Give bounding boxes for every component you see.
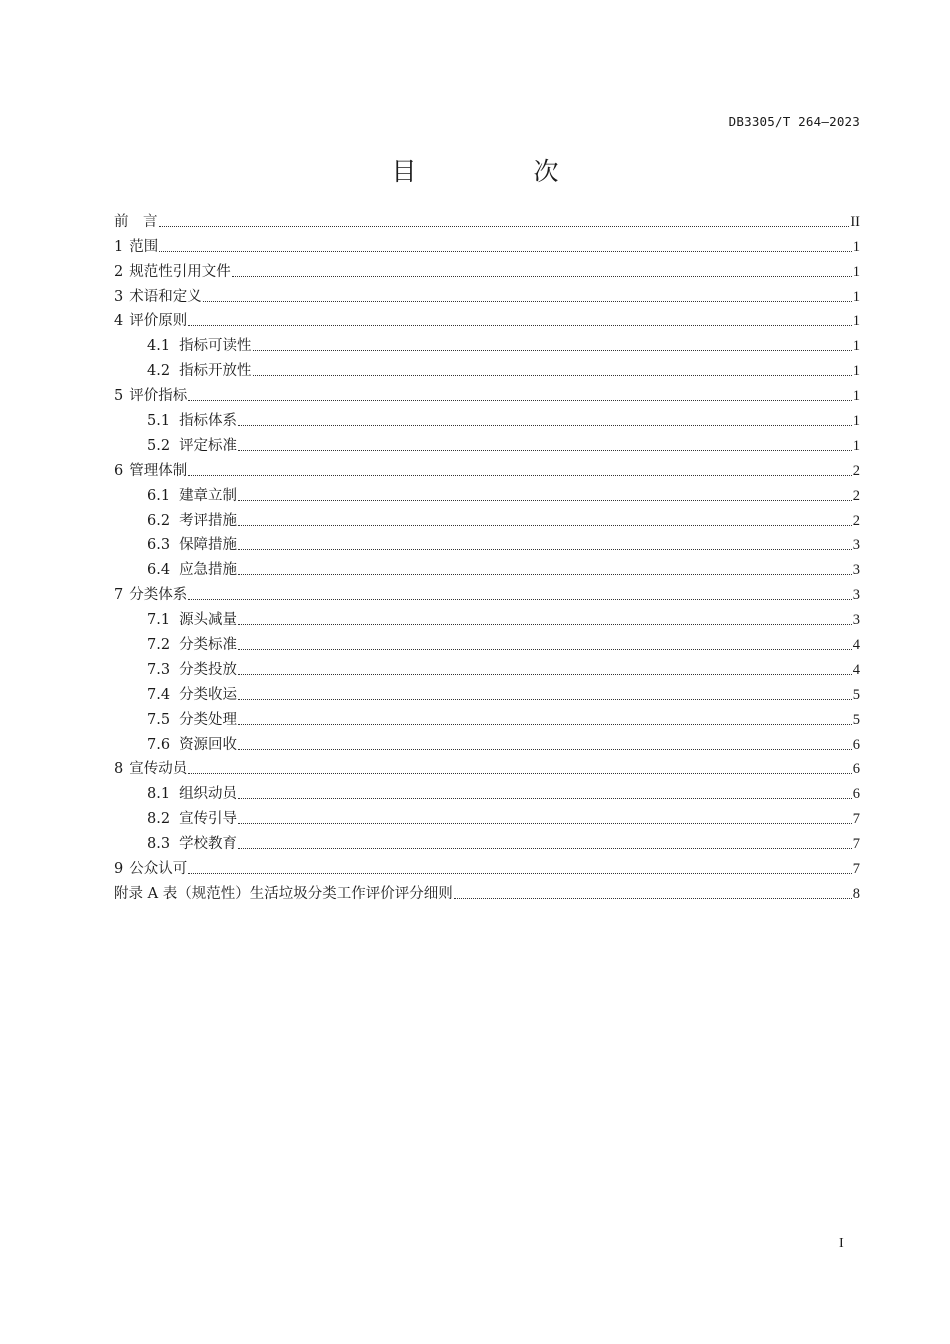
toc-entry-page: 7 — [852, 861, 860, 878]
toc-entry-title: 规范性引用文件 — [129, 263, 231, 280]
toc-entry-label — [147, 610, 237, 630]
toc-entry-label — [147, 784, 237, 804]
dot-leader — [238, 699, 852, 700]
toc-entry-page: 1 — [852, 263, 860, 280]
toc-entry-page: 4 — [852, 637, 860, 654]
toc-entry-number: 5.2 — [147, 437, 171, 454]
toc-entry-page: 1 — [852, 388, 860, 405]
toc-entry-label — [114, 311, 187, 331]
toc-entry-label — [147, 635, 237, 655]
toc-entry-page: 2 — [852, 512, 860, 529]
toc-entry-label — [114, 212, 158, 232]
toc-entry[interactable] — [114, 406, 860, 431]
toc-entry[interactable] — [114, 730, 860, 755]
toc-entry-label — [147, 809, 237, 829]
toc-entry-title: 范围 — [129, 238, 159, 255]
toc-entry[interactable] — [114, 481, 860, 506]
toc-entry[interactable] — [114, 506, 860, 531]
toc-entry-label — [114, 287, 202, 307]
toc-entry[interactable] — [114, 655, 860, 680]
toc-entry-page: 1 — [852, 363, 860, 380]
toc-entry[interactable] — [114, 854, 860, 879]
toc-entry-title: 资源回收 — [179, 736, 238, 753]
toc-entry-page: 2 — [852, 487, 860, 504]
toc-entry-number: 8.3 — [147, 836, 171, 853]
toc-entry-page: 1 — [852, 313, 860, 330]
toc-entry[interactable] — [114, 879, 860, 904]
page-title: 目 次 — [391, 157, 605, 186]
toc-entry-label — [147, 535, 237, 555]
toc-entry-title: 术语和定义 — [129, 288, 202, 305]
toc-entry-title: 指标体系 — [179, 413, 238, 430]
toc-entry[interactable] — [114, 580, 860, 605]
toc-entry-page: 4 — [852, 661, 860, 678]
dot-leader — [188, 325, 852, 326]
toc-entry-label — [114, 262, 231, 282]
toc-entry-page: 3 — [852, 562, 860, 579]
dot-leader — [238, 724, 852, 725]
toc-entry[interactable] — [114, 431, 860, 456]
toc-entry-page: 2 — [852, 462, 860, 479]
toc-entry-number: 8.2 — [147, 811, 171, 828]
toc-entry-number: 8.1 — [147, 786, 171, 803]
toc-entry-label — [147, 511, 237, 531]
toc-entry-page: 1 — [852, 413, 860, 430]
dot-leader — [188, 475, 852, 476]
dot-leader — [188, 773, 852, 774]
toc-entry-label — [147, 735, 237, 755]
dot-leader — [159, 251, 852, 252]
toc-entry-number: 5 — [114, 388, 124, 405]
toc-entry-label — [147, 834, 237, 854]
toc-entry-label — [114, 386, 187, 406]
toc-entry-number: 7.3 — [147, 661, 171, 678]
toc-entry-number: 7 — [114, 587, 124, 604]
dot-leader — [253, 350, 852, 351]
toc-entry-label — [147, 436, 237, 456]
dot-leader — [238, 674, 852, 675]
toc-entry-number: 4.1 — [147, 338, 171, 355]
toc-entry-title: 分类标准 — [179, 637, 238, 654]
toc-entry[interactable] — [114, 257, 860, 282]
dot-leader — [238, 624, 852, 625]
toc-entry-label — [147, 560, 237, 580]
toc-entry-page: 3 — [852, 587, 860, 604]
toc-entry-page: 7 — [852, 811, 860, 828]
toc-entry-number: 6.3 — [147, 537, 171, 554]
toc-entry[interactable] — [114, 605, 860, 630]
dot-leader — [238, 500, 852, 501]
toc-entry-page: 3 — [852, 612, 860, 629]
dot-leader — [238, 525, 852, 526]
toc-entry-page: 5 — [852, 686, 860, 703]
toc-entry-number: 7.4 — [147, 686, 171, 703]
dot-leader — [238, 574, 852, 575]
toc-entry-label — [114, 461, 187, 481]
toc-entry-label — [114, 759, 187, 779]
toc-entry-title: 指标开放性 — [179, 363, 252, 380]
toc-entry-page: 7 — [852, 836, 860, 853]
dot-leader — [238, 848, 852, 849]
toc-entry-title: 保障措施 — [179, 537, 238, 554]
dot-leader — [238, 749, 852, 750]
toc-entry[interactable] — [114, 232, 860, 257]
toc-entry-number: 2 — [114, 263, 124, 280]
toc-entry[interactable] — [114, 755, 860, 780]
toc-entry-title: 前 言 — [114, 213, 158, 230]
dot-leader — [238, 798, 852, 799]
toc-entry-number: 9 — [114, 861, 124, 878]
dot-leader — [238, 549, 852, 550]
toc-entry-page: 1 — [852, 437, 860, 454]
toc-entry-page: 6 — [852, 736, 860, 753]
toc-entry-page: II — [850, 213, 860, 230]
doc-code: DB3305/T 264—2023 — [728, 114, 860, 129]
toc-entry-label — [147, 361, 252, 381]
toc-entry-number: 7.5 — [147, 711, 171, 728]
toc-entry-number: 8 — [114, 761, 124, 778]
toc-entry-number: 6 — [114, 462, 124, 479]
toc-entry-title: 评价指标 — [129, 388, 188, 405]
toc-entry-label — [147, 486, 237, 506]
dot-leader — [188, 400, 852, 401]
toc-entry-title: 评价原则 — [129, 313, 188, 330]
dot-leader — [159, 226, 850, 227]
toc-entry[interactable] — [114, 680, 860, 705]
toc-entry-number: 4 — [114, 313, 124, 330]
toc-entry-label — [114, 884, 453, 904]
toc-entry[interactable] — [114, 779, 860, 804]
dot-leader — [253, 375, 852, 376]
toc-entry-label — [147, 336, 252, 356]
toc-entry-title: 分类体系 — [129, 587, 188, 604]
toc-entry[interactable] — [114, 555, 860, 580]
toc-entry[interactable] — [114, 804, 860, 829]
dot-leader — [238, 425, 852, 426]
toc-entry-page: 6 — [852, 786, 860, 803]
toc-entry-label — [114, 859, 187, 879]
toc-entry-title: 宣传引导 — [179, 811, 238, 828]
toc-entry-title: 应急措施 — [179, 562, 238, 579]
toc-entry[interactable] — [114, 207, 860, 232]
toc-entry-number: 4.2 — [147, 363, 171, 380]
toc-entry-title: 组织动员 — [179, 786, 238, 803]
toc-entry-number: 7.2 — [147, 637, 171, 654]
toc-entry-number: 6.4 — [147, 562, 171, 579]
toc-entry-label — [147, 411, 237, 431]
toc-entry-title: 建章立制 — [179, 487, 238, 504]
dot-leader — [188, 873, 852, 874]
toc-entry-number: 5.1 — [147, 413, 171, 430]
toc-entry-label — [114, 585, 187, 605]
toc-entry-title: 考评措施 — [179, 512, 238, 529]
toc-entry-number: 7.6 — [147, 736, 171, 753]
toc-entry-title: 评定标准 — [179, 437, 238, 454]
toc-entry-page: 1 — [852, 238, 860, 255]
toc-entry[interactable] — [114, 456, 860, 481]
toc-entry-number: 7.1 — [147, 612, 171, 629]
dot-leader — [203, 301, 852, 302]
toc-entry-page: 5 — [852, 711, 860, 728]
toc-entry[interactable] — [114, 381, 860, 406]
dot-leader — [238, 450, 852, 451]
toc-entry-label — [147, 685, 237, 705]
table-of-contents — [114, 207, 860, 904]
toc-entry-number: 6.1 — [147, 487, 171, 504]
toc-entry-page: 1 — [852, 288, 860, 305]
toc-entry[interactable] — [114, 282, 860, 307]
toc-entry-title: 公众认可 — [129, 861, 188, 878]
toc-entry-title: 分类处理 — [179, 711, 238, 728]
toc-entry[interactable] — [114, 705, 860, 730]
toc-entry-title: 分类投放 — [179, 661, 238, 678]
toc-entry[interactable] — [114, 307, 860, 332]
toc-entry-title: 管理体制 — [129, 462, 188, 479]
toc-entry-number: 6.2 — [147, 512, 171, 529]
toc-entry-label — [147, 660, 237, 680]
dot-leader — [238, 823, 852, 824]
toc-entry-title: 附录 A 表（规范性）生活垃圾分类工作评价评分细则 — [114, 885, 453, 902]
dot-leader — [232, 276, 852, 277]
toc-entry-title: 学校教育 — [179, 836, 238, 853]
toc-entry-title: 宣传动员 — [129, 761, 188, 778]
toc-entry[interactable] — [114, 630, 860, 655]
dot-leader — [238, 649, 852, 650]
toc-entry-label — [114, 237, 158, 257]
toc-entry-page: 3 — [852, 537, 860, 554]
toc-entry[interactable] — [114, 531, 860, 556]
toc-entry-page: 8 — [852, 885, 860, 902]
toc-entry-number: 1 — [114, 238, 124, 255]
toc-entry-title: 指标可读性 — [179, 338, 252, 355]
page-number: I — [839, 1236, 844, 1251]
dot-leader — [188, 599, 852, 600]
toc-entry-title: 源头减量 — [179, 612, 238, 629]
toc-entry[interactable] — [114, 356, 860, 381]
toc-entry-number: 3 — [114, 288, 124, 305]
toc-entry-title: 分类收运 — [179, 686, 238, 703]
dot-leader — [454, 898, 852, 899]
toc-entry-label — [147, 710, 237, 730]
toc-entry-page: 1 — [852, 338, 860, 355]
toc-entry[interactable] — [114, 829, 860, 854]
toc-entry[interactable] — [114, 331, 860, 356]
toc-entry-page: 6 — [852, 761, 860, 778]
